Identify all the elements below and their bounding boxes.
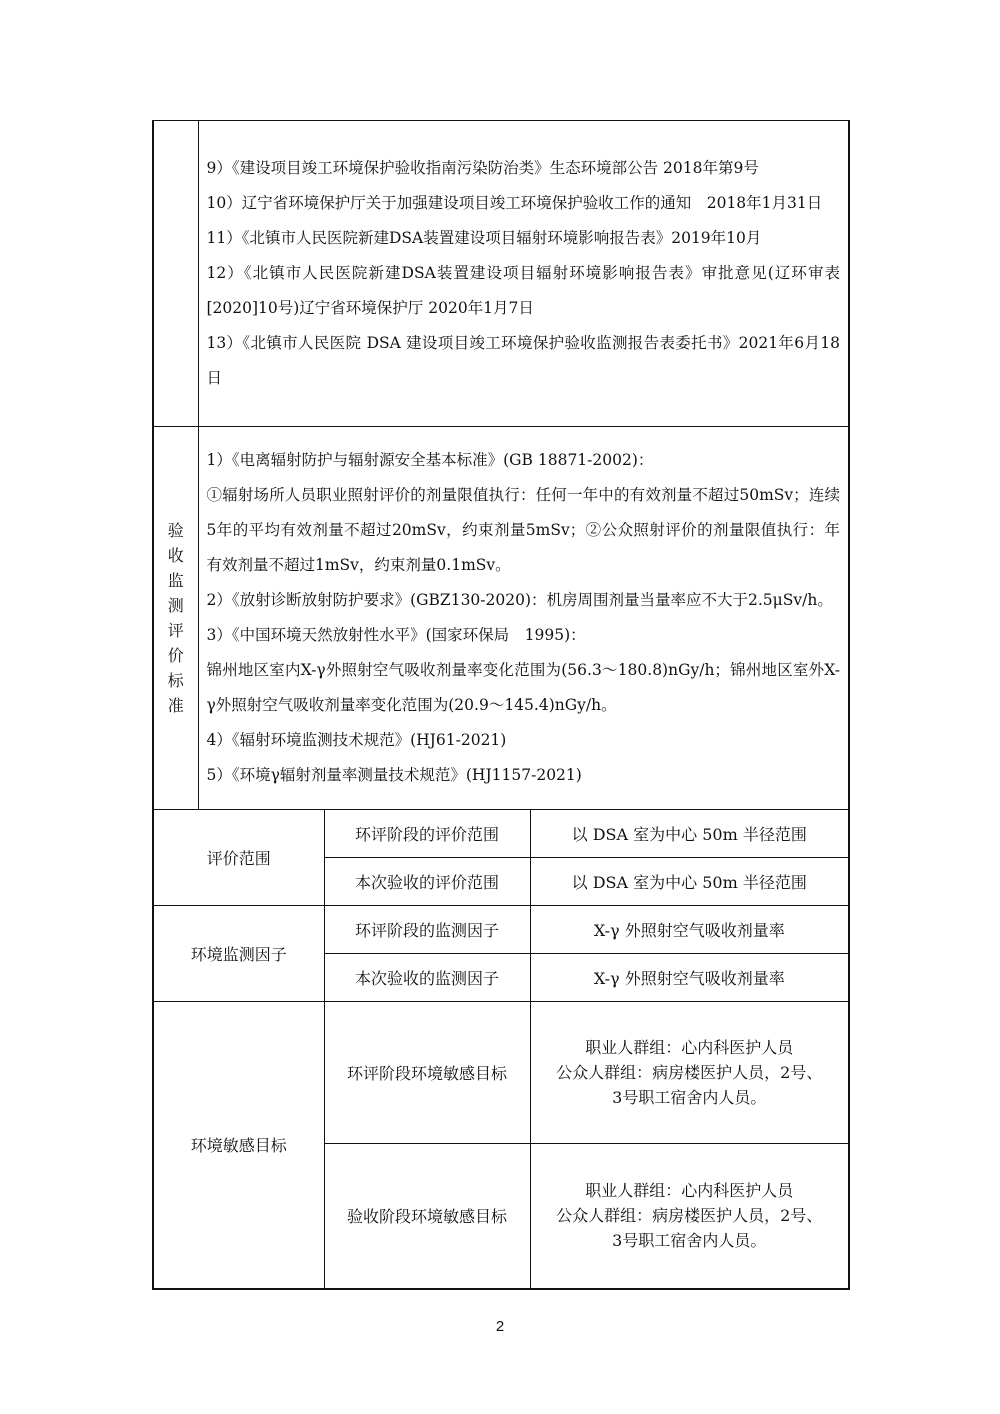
monitor-factor-value: X-γ 外照射空气吸收剂量率 <box>530 954 849 1002</box>
monitor-factor-stage: 环评阶段的监测因子 <box>324 906 530 954</box>
target-line: 公众人群组：病房楼医护人员，2号、 <box>556 1206 823 1226</box>
sensitive-targets-row-1 <box>153 1002 849 1144</box>
target-line: 公众人群组：病房楼医护人员，2号、 <box>556 1063 823 1082</box>
page-number: 2 <box>495 1318 505 1335</box>
standards-row <box>153 427 849 810</box>
target-line: 3号职工宿舍内人员。 <box>612 1088 767 1107</box>
references-label-cell <box>153 121 198 427</box>
monitor-factor-stage: 本次验收的监测因子 <box>324 954 530 1002</box>
standards-cell <box>198 427 849 810</box>
standard-item: 1）《电离辐射防护与辐射源安全基本标准》(GB 18871-2002)： <box>206 451 654 469</box>
reference-item: 11）《北镇市人民医院新建DSA装置建设项目辐射环境影响报告表》2019年10月 <box>206 229 762 247</box>
eval-scope-stage: 环评阶段的评价范围 <box>324 810 530 858</box>
label-char: 收 <box>167 546 184 565</box>
sensitive-targets-stage: 验收阶段环境敏感目标 <box>324 1144 530 1289</box>
label-char: 标 <box>167 671 184 690</box>
reference-item: 10）辽宁省环境保护厅关于加强建设项目竣工环境保护验收工作的通知 2018年1月31日 <box>206 194 823 212</box>
standard-item: 3）《中国环境天然放射性水平》(国家环保局 1995)： <box>206 626 586 644</box>
reference-item: 13）《北镇市人民医院 DSA 建设项目竣工环境保护验收监测报告表委托书》2021年6月18日 <box>206 334 841 387</box>
sensitive-targets-value <box>530 1002 849 1144</box>
standard-item: 5）《环境γ辐射剂量率测量技术规范》(HJ1157-2021) <box>206 766 582 784</box>
label-char: 价 <box>167 646 184 665</box>
reference-item: 12）《北镇市人民医院新建DSA装置建设项目辐射环境影响报告表》审批意见(辽环审表[2020]10号)辽宁省环境保护厅 2020年1月7日 <box>206 264 841 317</box>
standard-item: 2）《放射诊断放射防护要求》(GBZ130-2020)：机房周围剂量当量率应不大于2.5μSv/h。 <box>206 591 833 609</box>
sensitive-targets-stage: 环评阶段环境敏感目标 <box>324 1002 530 1144</box>
eval-scope-value: 以 DSA 室为中心 50m 半径范围 <box>530 810 849 858</box>
standard-item: 4）《辐射环境监测技术规范》(HJ61-2021) <box>206 731 507 749</box>
label-char: 准 <box>167 696 184 715</box>
label-char: 测 <box>167 596 184 615</box>
eval-scope-stage: 本次验收的评价范围 <box>324 858 530 906</box>
eval-scope-label: 评价范围 <box>153 810 324 906</box>
standard-item: ①辐射场所人员职业照射评价的剂量限值执行：任何一年中的有效剂量不超过50mSv；连续5年的平均有效剂量不超过20mSv，约束剂量5mSv；②公众照射评价的剂量限值执行：年有效剂量不超过1mSv，约束剂量0.1mSv。 <box>206 486 841 574</box>
eval-scope-row-1 <box>153 810 849 858</box>
document-table <box>152 120 850 1290</box>
target-line: 3号职工宿舍内人员。 <box>612 1231 767 1251</box>
eval-scope-value: 以 DSA 室为中心 50m 半径范围 <box>530 858 849 906</box>
monitor-factor-label: 环境监测因子 <box>153 906 324 1002</box>
monitor-factor-value: X-γ 外照射空气吸收剂量率 <box>530 906 849 954</box>
references-cell <box>198 121 849 427</box>
target-line: 职业人群组：心内科医护人员 <box>585 1038 794 1057</box>
label-char: 评 <box>167 621 184 640</box>
references-row <box>153 121 849 427</box>
label-char: 监 <box>167 571 184 590</box>
standards-label <box>153 427 198 810</box>
monitor-factor-row-1 <box>153 906 849 954</box>
target-line: 职业人群组：心内科医护人员 <box>585 1181 794 1201</box>
standard-item: 锦州地区室内X-γ外照射空气吸收剂量率变化范围为(56.3～180.8)nGy/h；锦州地区室外X-γ外照射空气吸收剂量率变化范围为(20.9～145.4)nGy/h。 <box>206 661 841 714</box>
reference-item: 9）《建设项目竣工环境保护验收指南污染防治类》生态环境部公告 2018年第9号 <box>206 159 759 177</box>
label-char: 验 <box>167 521 184 540</box>
sensitive-targets-label: 环境敏感目标 <box>153 1002 324 1289</box>
sensitive-targets-value <box>530 1144 849 1289</box>
